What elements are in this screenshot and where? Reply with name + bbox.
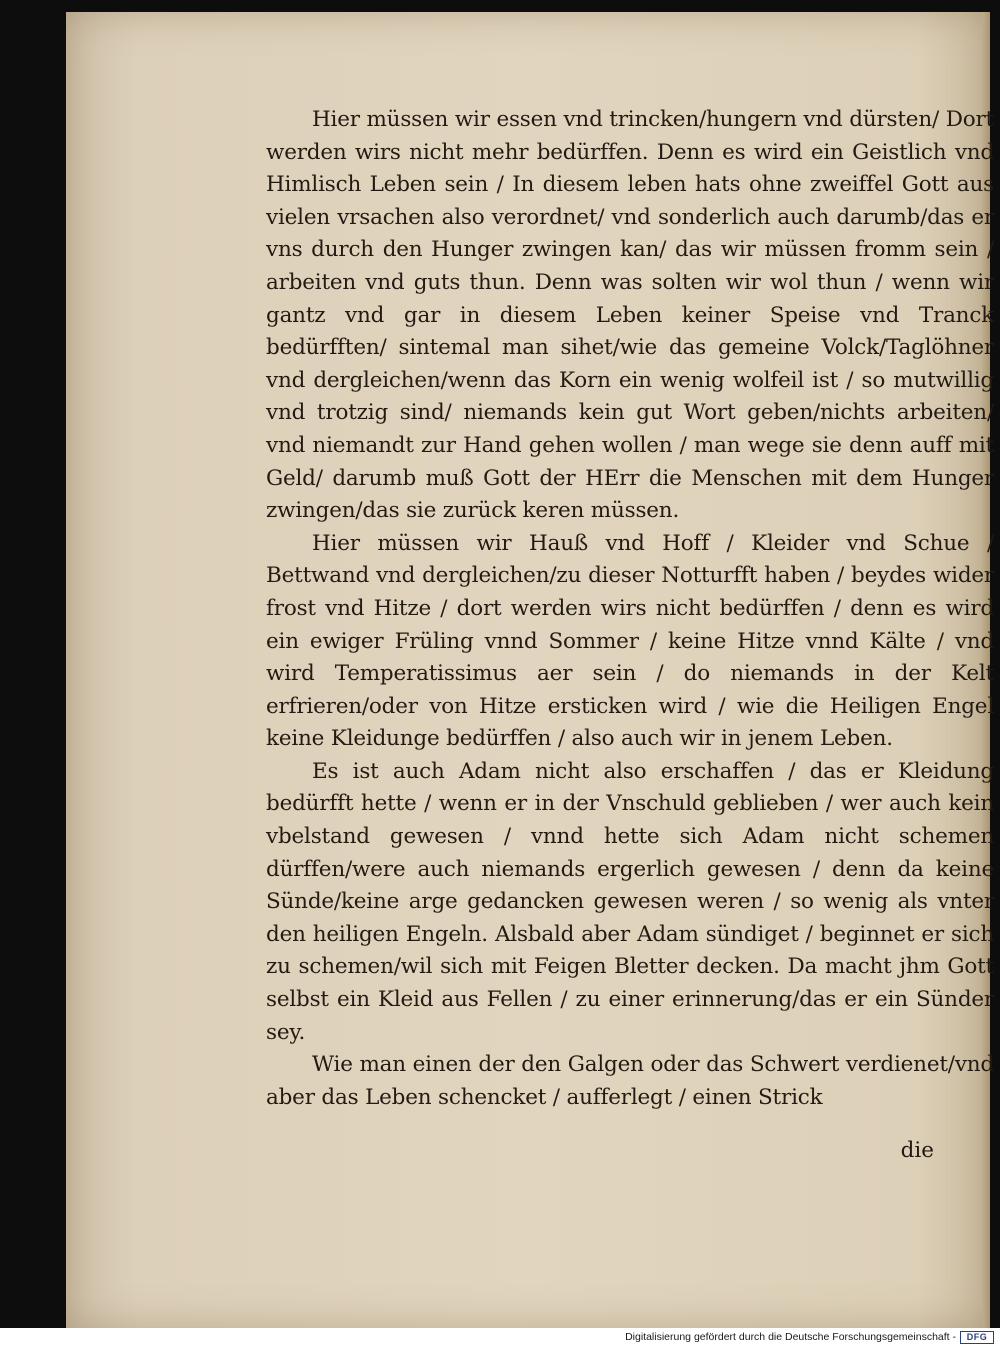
body-text <box>266 104 994 1114</box>
paragraph: Wie man einen der den Galgen oder das Schwert verdienet/vnd aber das Leben schencket / aufferlegt / einen Strick <box>266 1052 994 1110</box>
paragraph: Hier müssen wir Hauß vnd Hoff / Kleider vnd Schue / Bettwand vnd dergleichen/zu dieser Notturfft haben / beydes wider frost vnd Hitze / dort werden wirs nicht bedürffen / denn es wird ein ewiger Früling vnnd Sommer / keine Hitze vnnd Kälte / vnd wird Temperatissimus aer sein / do niemands in der Kelt erfrieren/oder von Hitze ersticken wird / wie die Heiligen Engel keine Kleidunge bedürffen / also auch wir in jenem Leben. <box>266 530 994 752</box>
catchword: die <box>900 1138 934 1163</box>
footer-bar <box>0 1328 1000 1348</box>
dfg-logo-icon: DFG <box>960 1331 994 1344</box>
paragraph: Es ist auch Adam nicht also erschaffen / das er Kleidung bedürfft hette / wenn er in der Vnschuld geblieben / wer auch kein vbelstand gewesen / vnnd hette sich Adam nicht schemen dürffen/were auch niemands ergerlich gewesen / denn da keine Sünde/keine arge gedancken gewesen weren / so wenig als vnter den heiligen Engeln. Alsbald aber Adam sündiget / beginnet er sich zu schemen/wil sich mit Feigen Bletter decken. Da macht jhm Gott selbst ein Kleid aus Fellen / zu einer erinnerung/das er ein Sünder sey. <box>266 758 994 1045</box>
funding-credit: Digitalisierung gefördert durch die Deutsche Forschungsgemeinschaft - <box>625 1331 956 1343</box>
book-page <box>66 12 994 1328</box>
paragraph: Hier müssen wir essen vnd trincken/hungern vnd dürsten/ Dort werden wirs nicht mehr bedürffen. Denn es wird ein Geistlich vnd Himlisch Leben sein / In diesem leben hats ohne zweiffel Gott aus vielen vrsachen also verordnet/ vnd sonderlich auch darumb/das er vns durch den Hunger zwingen kan/ das wir müssen fromm sein / arbeiten vnd guts thun. Denn was solten wir wol thun / wenn wir gantz vnd gar in diesem Leben keiner Speise vnd Tranck bedürfften/ sintemal man sihet/wie das gemeine Volck/Taglöhner vnd dergleichen/wenn das Korn ein wenig wolfeil ist / so mutwillig vnd trotzig sind/ niemands kein gut Wort geben/nichts arbeiten/ vnd niemandt zur Hand gehen wollen / man wege sie denn auff mit Geld/ darumb muß Gott der HErr die Menschen mit dem Hunger zwingen/das sie zurück keren müssen. <box>266 107 994 524</box>
